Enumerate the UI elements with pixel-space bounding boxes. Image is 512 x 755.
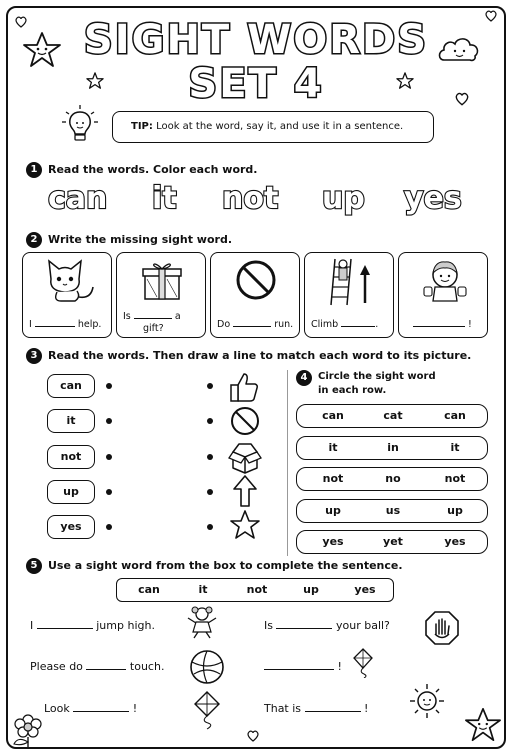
circle-word-row: yes yet yes: [296, 530, 488, 554]
answer-blank[interactable]: [233, 317, 271, 327]
section-divider: [287, 370, 288, 556]
star-icon: [229, 509, 261, 541]
match-dot[interactable]: [106, 524, 112, 530]
section-number: 2: [26, 232, 42, 248]
bubble-word[interactable]: not: [222, 181, 279, 216]
match-word[interactable]: not: [47, 445, 95, 469]
circle-word-row: it in it: [296, 436, 488, 460]
section-title: Read the words. Then draw a line to match each word to its picture.: [48, 349, 472, 362]
match-word[interactable]: can: [47, 374, 95, 398]
match-dot[interactable]: [207, 383, 213, 389]
sentence: !: [264, 660, 342, 673]
answer-blank[interactable]: [73, 702, 129, 712]
circle-word-row: can cat can: [296, 404, 488, 428]
tip-box: [112, 111, 434, 143]
thumbs-up-icon: [228, 371, 260, 403]
word-bank-word: yes: [354, 583, 376, 596]
section-title: Circle the sight word: [318, 371, 436, 382]
worksheet-title: SIGHT WORDS: [83, 17, 429, 63]
match-dot[interactable]: [207, 489, 213, 495]
cat-icon: [41, 257, 99, 303]
answer-blank[interactable]: [264, 660, 334, 670]
picture-card: [398, 252, 488, 338]
match-dot[interactable]: [106, 383, 112, 389]
bubble-word[interactable]: yes: [404, 181, 462, 216]
word-bank-box: [116, 578, 394, 602]
jumping-girl-icon: [184, 604, 220, 640]
bubble-word[interactable]: can: [48, 181, 108, 216]
gift-icon: [139, 257, 185, 301]
match-word[interactable]: yes: [47, 515, 95, 539]
stop-hand-icon: [424, 610, 460, 646]
sentence: I jump high.: [30, 619, 155, 632]
match-word[interactable]: it: [47, 409, 95, 433]
word-bank-word: can: [138, 583, 160, 596]
section-number: 1: [26, 162, 42, 178]
word-bank-word: it: [198, 583, 208, 596]
section-title: Write the missing sight word.: [48, 233, 233, 246]
bubble-word[interactable]: up: [322, 181, 365, 216]
kite-icon: [192, 690, 222, 730]
word-bank-word: not: [246, 583, 268, 596]
tip-text: Look at the word, say it, and use it in a sentence.: [156, 121, 404, 132]
box-icon: [228, 440, 262, 474]
card-caption: Is a gift?: [123, 311, 181, 334]
sentence: Please do touch.: [30, 660, 165, 673]
word-bank-word: up: [303, 583, 319, 596]
section-title: Use a sight word from the box to complete the sentence.: [48, 559, 403, 572]
picture-card: [304, 252, 394, 338]
card-caption: Do run.: [217, 319, 294, 330]
sentence: Look !: [44, 702, 138, 715]
card-caption: Climb .: [311, 319, 379, 330]
match-dot[interactable]: [106, 418, 112, 424]
match-word[interactable]: up: [47, 480, 95, 504]
circle-word-row: not no not: [296, 467, 488, 491]
no-sign-icon: [229, 405, 261, 437]
match-dot[interactable]: [207, 418, 213, 424]
match-dot[interactable]: [207, 524, 213, 530]
smiling-star-icon: [464, 706, 502, 744]
sentence: Is your ball?: [264, 619, 390, 632]
worksheet-subtitle: SET 4: [188, 61, 324, 107]
girl-thumbs-up-icon: [421, 257, 469, 303]
match-dot[interactable]: [106, 454, 112, 460]
card-caption: !: [413, 317, 483, 331]
section-title: Read the words. Color each word.: [48, 163, 258, 176]
answer-blank[interactable]: [341, 317, 375, 327]
card-caption: I help.: [29, 319, 102, 330]
match-dot[interactable]: [106, 489, 112, 495]
flower-icon: [8, 710, 48, 748]
answer-blank[interactable]: [413, 317, 465, 327]
answer-blank[interactable]: [276, 619, 332, 629]
up-arrow-icon: [232, 474, 258, 508]
circle-word-row: up us up: [296, 499, 488, 523]
answer-blank[interactable]: [35, 317, 75, 327]
section-number: 3: [26, 348, 42, 364]
answer-blank[interactable]: [37, 619, 93, 629]
bubble-word[interactable]: it: [152, 181, 177, 216]
no-sign-icon: [235, 259, 277, 301]
answer-blank[interactable]: [86, 660, 126, 670]
lightbulb-icon: [60, 104, 100, 146]
sentence: That is !: [264, 702, 369, 715]
ball-icon: [188, 648, 226, 686]
section-title: in each row.: [318, 385, 387, 396]
section-number: 4: [296, 370, 312, 386]
section-number: 5: [26, 558, 42, 574]
answer-blank[interactable]: [305, 702, 361, 712]
picture-card: [22, 252, 112, 338]
kite-icon: [352, 648, 374, 678]
picture-card: [210, 252, 300, 338]
smiling-sun-icon: [408, 682, 446, 720]
ladder-climb-icon: [325, 255, 377, 307]
match-dot[interactable]: [207, 454, 213, 460]
tip-label: TIP:: [131, 121, 153, 132]
heart-icon: [246, 730, 260, 742]
answer-blank[interactable]: [134, 309, 172, 319]
picture-card: [116, 252, 206, 338]
